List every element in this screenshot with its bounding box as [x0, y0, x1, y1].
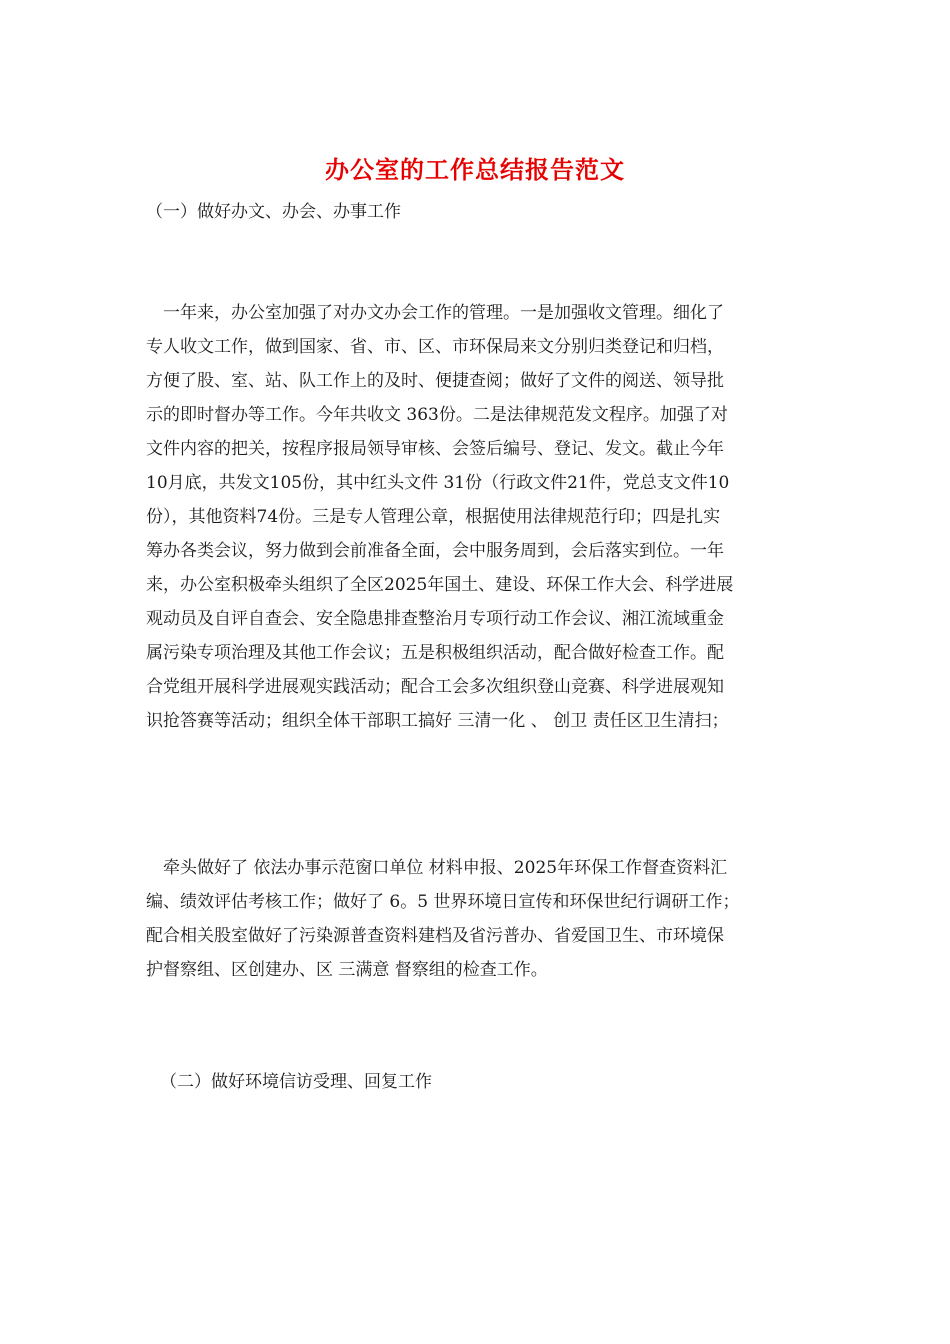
paragraph-line: 属污染专项治理及其他工作会议；五是积极组织活动，配合做好检查工作。配 — [146, 643, 724, 663]
paragraph-line: 方便了股、室、站、队工作上的及时、便捷查阅；做好了文件的阅送、领导批 — [146, 371, 724, 391]
paragraph-line: 一年来，办公室加强了对办文办会工作的管理。一是加强收文管理。细化了 — [163, 303, 724, 323]
paragraph-line: 识抢答赛等活动；组织全体干部职工搞好 三清一化 、 创卫 责任区卫生清扫； — [146, 711, 729, 731]
document-title: 办公室的工作总结报告范文 — [325, 155, 625, 184]
paragraph-line: 示的即时督办等工作。今年共收文 363份。二是法律规范发文程序。加强了对 — [146, 405, 728, 425]
paragraph-line: 配合相关股室做好了污染源普查资料建档及省污普办、省爱国卫生、市环境保 — [146, 926, 724, 946]
paragraph-line: 10月底，共发文105份，其中红头文件 31份（行政文件21件，党总支文件10 — [146, 473, 730, 493]
paragraph-line: 护督察组、区创建办、区 三满意 督察组的检查工作。 — [146, 960, 548, 980]
section-heading-1: （一）做好办文、办会、办事工作 — [146, 202, 401, 222]
paragraph-line: 来，办公室积极牵头组织了全区2025年国土、建设、环保工作大会、科学进展 — [146, 575, 734, 595]
paragraph-line: 编、绩效评估考核工作；做好了 6。5 世界环境日宣传和环保世纪行调研工作； — [146, 892, 740, 912]
paragraph-line: 份），其他资料74份。三是专人管理公章，根据使用法律规范行印；四是扎实 — [146, 507, 721, 527]
paragraph-1 — [146, 296, 826, 738]
section-heading-2: （二）做好环境信访受理、回复工作 — [160, 1072, 432, 1092]
paragraph-line: 观动员及自评自查会、安全隐患排查整治月专项行动工作会议、湘江流域重金 — [146, 609, 724, 629]
paragraph-line: 文件内容的把关，按程序报局领导审核、会签后编号、登记、发文。截止今年 — [146, 439, 724, 459]
paragraph-line: 筹办各类会议，努力做到会前准备全面，会中服务周到，会后落实到位。一年 — [146, 541, 724, 561]
paragraph-line: 牵头做好了 依法办事示范窗口单位 材料申报、2025年环保工作督查资料汇 — [163, 858, 728, 878]
paragraph-line: 合党组开展科学进展观实践活动；配合工会多次组织登山竞赛、科学进展观知 — [146, 677, 724, 697]
paragraph-2 — [146, 851, 826, 987]
paragraph-line: 专人收文工作，做到国家、省、市、区、市环保局来文分别归类登记和归档， — [146, 337, 724, 357]
